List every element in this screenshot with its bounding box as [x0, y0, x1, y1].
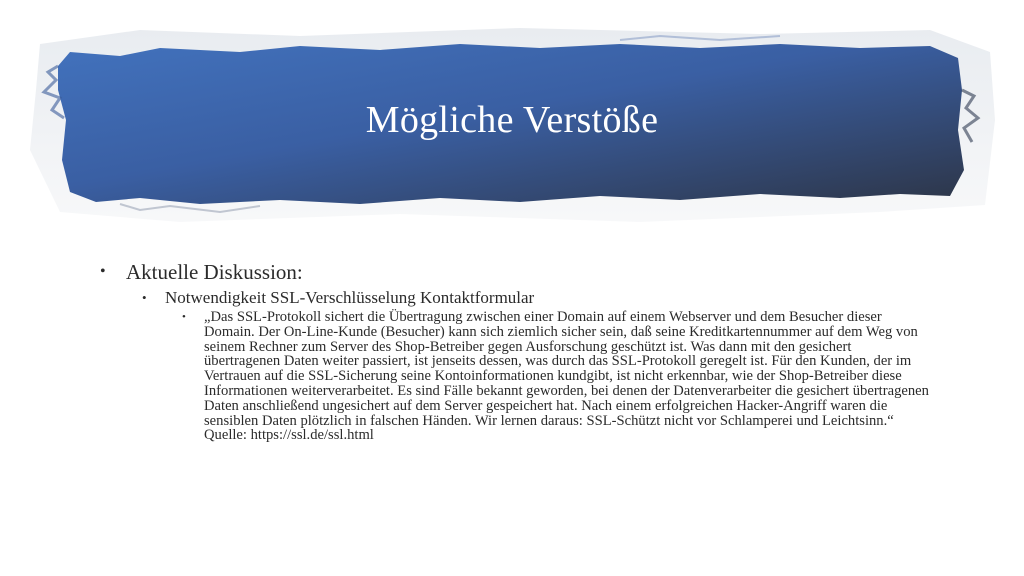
- bullet-level-3-quote: „Das SSL-Protokoll sichert die Übertragung zwischen einer Domain auf einem Webserver und dem Besucher dieser Domain. Der On-Line-Kunde (Besucher) kann sich ziemlich sicher sein, daß seine Kreditkartennummer auf dem Weg von seinem Rechner zum Server des Shop-Betreiber gegen Ausforschung geschützt ist. Was dann mit den gesichert übertragenen Daten weiter passiert, ist jenseits dessen, was durch das SSL-Protokoll geregelt ist. Für den Kunden, der im Vertrauen auf die SSL-Sicherung seine Kontoinformationen kundgibt, ist nicht erkennbar, wie der Shop-Betreiber diese Informationen weiterverarbeitet. Es sind Fälle bekannt geworden, bei denen der Datenverarbeiter die gesichert übertragenen Daten anschließend ungesichert auf dem Server gespeichert hat. Nach einem erfolgreichen Hacker-Angriff waren die sensiblen Daten plötzlich in falschen Händen. Wir lernen daraus: SSL-Schützt nicht vor Schlamperei und Leichtsinn.“ Quelle: https://ssl.de/ssl.html: [204, 309, 929, 444]
- slide-body: [100, 258, 930, 443]
- slide-title: Mögliche Verstöße: [365, 99, 659, 141]
- bullet-level-2: [100, 287, 930, 309]
- bullet-level-2-text: Notwendigkeit SSL-Verschlüsselung Kontaktformular: [165, 288, 535, 307]
- bullet-level-3: [100, 310, 930, 443]
- bullet-dot-icon: •: [100, 263, 106, 280]
- bullet-level-1: [100, 258, 930, 286]
- bullet-dot-icon: •: [182, 311, 186, 323]
- bullet-level-1-text: Aktuelle Diskussion:: [126, 260, 303, 284]
- bullet-dot-icon: •: [142, 290, 147, 305]
